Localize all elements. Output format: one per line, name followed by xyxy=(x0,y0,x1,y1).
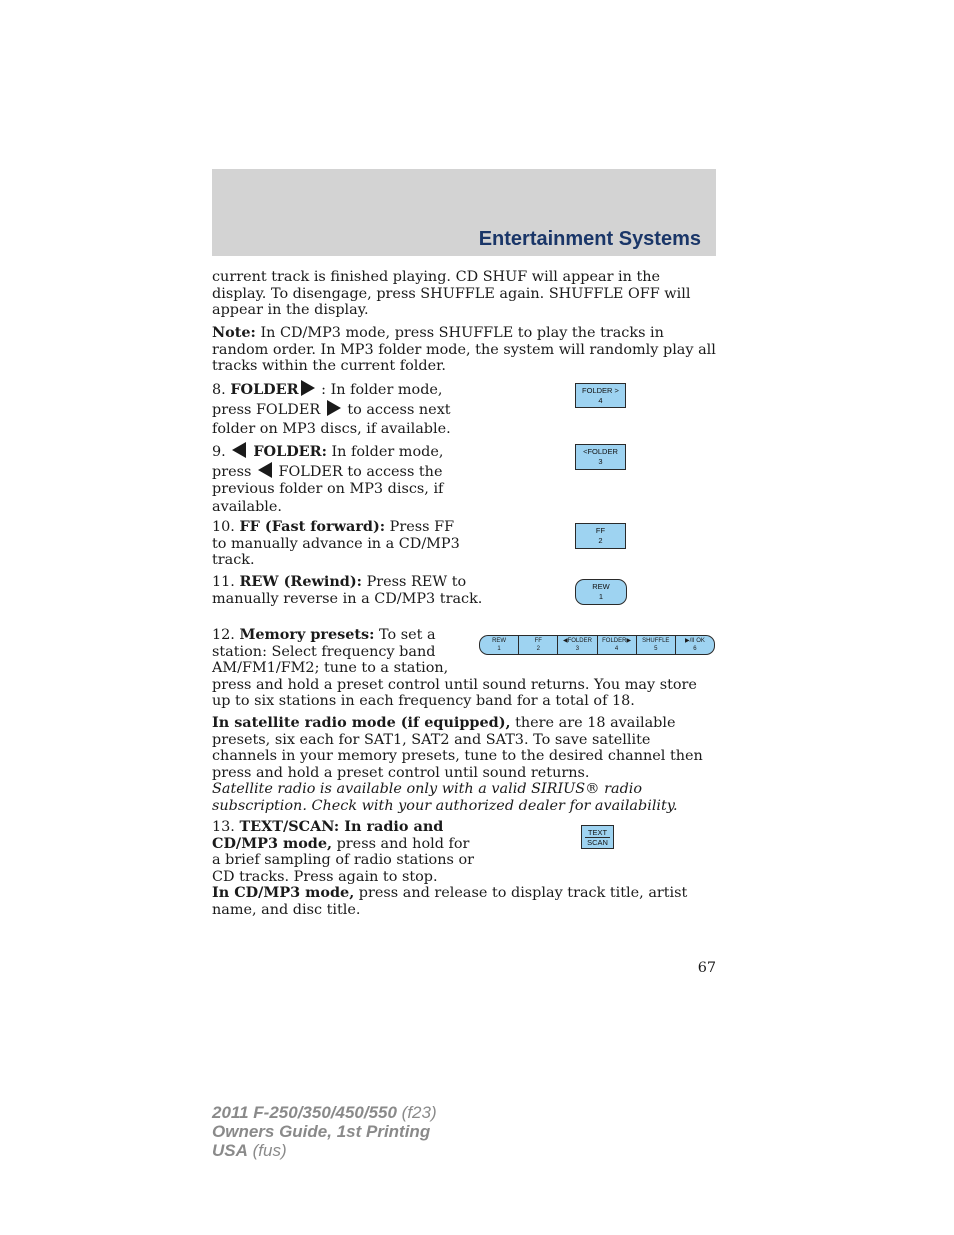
note-label: Note: xyxy=(212,324,256,341)
preset-label: FOLDER▶ xyxy=(602,638,632,644)
folder-prev-button xyxy=(575,444,626,470)
button-label: SCAN xyxy=(585,837,610,847)
preset-button-2 xyxy=(519,636,558,654)
item-label: In CD/MP3 mode, xyxy=(212,884,355,901)
item-number: 9. xyxy=(212,444,231,460)
preset-button-4 xyxy=(598,636,637,654)
preset-button-5 xyxy=(637,636,676,654)
preset-number: 1 xyxy=(497,646,501,652)
item-text: : In folder mode, xyxy=(316,382,443,398)
preset-number: 4 xyxy=(614,646,619,652)
preset-button-bar xyxy=(479,635,715,655)
item-text: In folder mode, xyxy=(326,444,444,460)
page-number: 67 xyxy=(697,960,716,976)
footer-imprint xyxy=(212,1103,437,1160)
footer-model: 2011 F-250/350/450/550 xyxy=(212,1103,397,1122)
continued-paragraph: current track is finished playing. CD SHUF will appear in the display. To disengage, press SHUFFLE again. SHUFFLE OFF will appear in the display. xyxy=(212,269,691,318)
item-text: manually reverse in a CD/MP3 track. xyxy=(212,590,483,607)
button-label: TEXT xyxy=(587,827,608,837)
item-text: station: Select frequency band xyxy=(212,643,436,660)
button-label: FF xyxy=(595,526,606,535)
item-number: 10. xyxy=(212,519,240,535)
ff-item xyxy=(212,519,482,569)
button-label: REW xyxy=(592,582,610,591)
item-text: press xyxy=(212,463,256,480)
preset-number: 2 xyxy=(536,646,540,652)
satellite-note: Satellite radio is available only with a valid SIRIUS® radio subscription. Check with your authorized dealer for availability. xyxy=(212,781,678,814)
item-number: 13. xyxy=(212,819,240,835)
item-text: track. xyxy=(212,552,255,568)
item-number: 11. xyxy=(212,574,240,590)
preset-button-3 xyxy=(558,636,597,654)
folder-next-item xyxy=(212,380,472,439)
item-label: FOLDER xyxy=(230,381,299,398)
preset-button-1 xyxy=(480,636,519,654)
button-number: 2 xyxy=(598,536,603,545)
note-paragraph xyxy=(212,325,716,375)
item-text: CD tracks. Press again to stop. xyxy=(212,868,438,885)
item-label: REW (Rewind): xyxy=(239,573,362,590)
folder-next-arrow-icon xyxy=(327,400,341,416)
preset-label: ◀FOLDER xyxy=(562,638,592,644)
button-number: 3 xyxy=(598,457,603,466)
item-number: 12. xyxy=(212,627,240,643)
item-label: CD/MP3 mode, xyxy=(212,834,333,852)
item-text: folder on MP3 discs, if available. xyxy=(212,421,451,437)
item-text: To set a xyxy=(374,627,436,643)
item-text: press and release to display track title, artist name, and disc title. xyxy=(212,885,688,918)
item-text: available. xyxy=(212,498,282,515)
item-text: previous folder on MP3 discs, if xyxy=(212,481,444,497)
item-text: Press FF xyxy=(385,519,455,535)
item-label: TEXT/SCAN: In radio and xyxy=(239,818,444,835)
satellite-paragraph xyxy=(212,715,716,814)
footer-edition: Owners Guide, 1st Printing xyxy=(212,1122,431,1141)
preset-number: 6 xyxy=(693,646,697,652)
section-header-band xyxy=(212,169,716,256)
item-number: 8. xyxy=(212,382,231,398)
button-label: <FOLDER xyxy=(583,447,618,456)
item-text: press and hold a preset control until sound returns. You may store up to six stations in each frequency band for a total of 18. xyxy=(212,676,697,709)
item-text: to manually advance in a CD/MP3 xyxy=(212,535,460,552)
text-scan-button xyxy=(581,825,614,849)
preset-label: SHUFFLE xyxy=(642,638,670,644)
preset-label: FF xyxy=(534,638,542,644)
folder-prev-arrow-icon xyxy=(258,462,272,478)
folder-prev-item xyxy=(212,442,472,516)
preset-number: 5 xyxy=(654,646,658,652)
footer-region: USA xyxy=(212,1141,248,1160)
satellite-label: In satellite radio mode (if equipped), xyxy=(212,714,511,731)
footer-code: (f23) xyxy=(396,1103,437,1122)
item-text: Press REW to xyxy=(362,574,467,590)
preset-label: REW xyxy=(492,638,507,644)
footer-region-code: (fus) xyxy=(247,1141,287,1160)
folder-prev-arrow-icon xyxy=(232,442,246,458)
ff-button xyxy=(575,523,626,549)
item-text: press FOLDER xyxy=(212,402,325,418)
note-text: In CD/MP3 mode, press SHUFFLE to play the tracks in random order. In MP3 folder mode, the system will randomly play all tracks within the current folder. xyxy=(212,325,716,374)
folder-next-button xyxy=(575,383,626,408)
button-label: FOLDER > xyxy=(582,385,619,395)
preset-number: 3 xyxy=(575,646,580,652)
preset-label: ▶/II OK xyxy=(684,638,705,644)
section-title: Entertainment Systems xyxy=(478,228,701,250)
item-text: to access next xyxy=(342,402,451,418)
rew-button xyxy=(575,579,627,605)
item-text: press and hold for xyxy=(332,835,470,852)
item-label: Memory presets: xyxy=(239,626,375,643)
item-text: FOLDER to access the xyxy=(273,463,443,480)
button-number: 4 xyxy=(598,395,603,405)
preset-button-6 xyxy=(676,636,714,654)
folder-next-arrow-icon xyxy=(301,380,315,396)
item-label: FOLDER: xyxy=(248,443,327,460)
item-label: FF (Fast forward): xyxy=(239,518,386,535)
button-number: 1 xyxy=(598,592,604,601)
rew-item xyxy=(212,574,492,607)
satellite-text: there are 18 available presets, six each for SAT1, SAT2 and SAT3. To save satellite channels in your memory presets, tune to the desired channel then press and hold a preset control until sound returns. xyxy=(212,715,703,781)
item-text: AM/FM1/FM2; tune to a station, xyxy=(212,660,449,676)
text-scan-item xyxy=(212,819,716,918)
item-text: a brief sampling of radio stations or xyxy=(212,852,474,868)
